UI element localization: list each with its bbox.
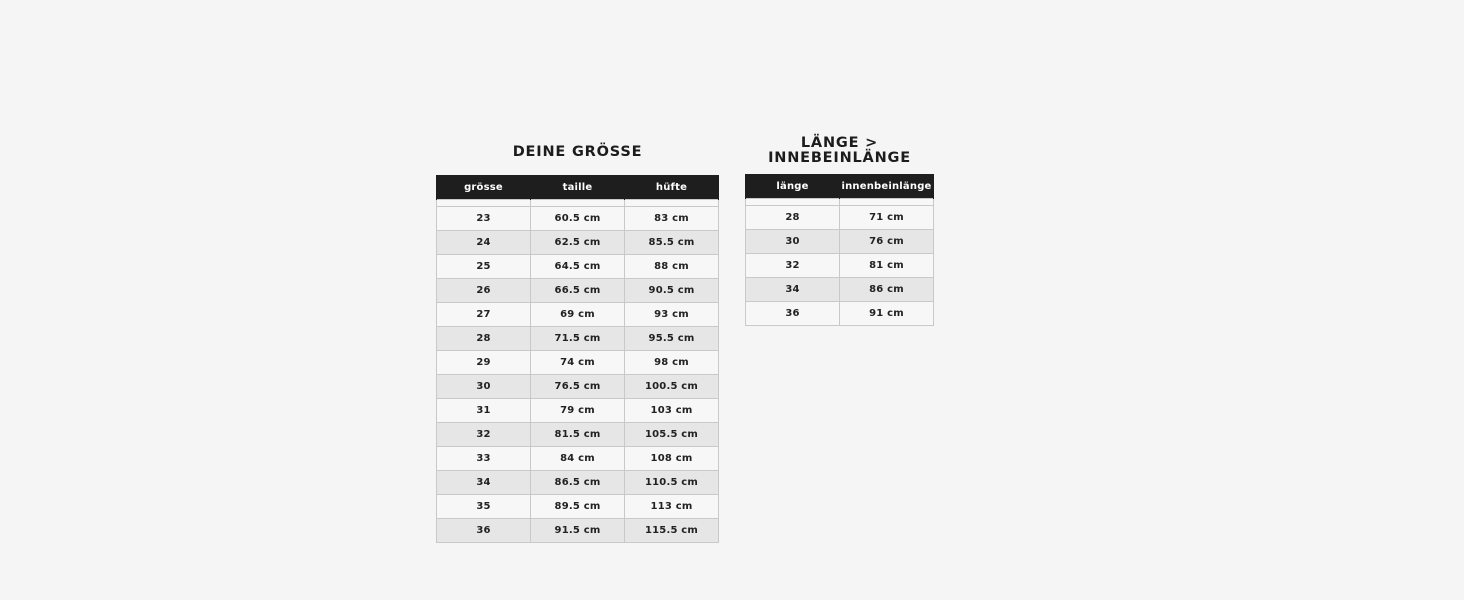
length-cell: 28 [746, 206, 840, 230]
hip-cell: 95.5 cm [625, 327, 719, 351]
size-chart-section [436, 128, 719, 543]
table-row [437, 519, 719, 543]
size-cell: 33 [437, 447, 531, 471]
length-chart-header-row [746, 174, 934, 199]
waist-cell: 81.5 cm [531, 423, 625, 447]
size-cell: 26 [437, 279, 531, 303]
waist-cell: 89.5 cm [531, 495, 625, 519]
size-chart-table [436, 175, 719, 543]
waist-cell: 69 cm [531, 303, 625, 327]
waist-cell: 79 cm [531, 399, 625, 423]
table-row [437, 255, 719, 279]
hip-cell: 90.5 cm [625, 279, 719, 303]
waist-cell: 62.5 cm [531, 231, 625, 255]
length-cell: 34 [746, 278, 840, 302]
column-header-laenge: länge [746, 174, 840, 199]
inseam-cell: 86 cm [840, 278, 934, 302]
column-header-innenbeinlaenge: innenbeinlänge [840, 174, 934, 199]
table-row [437, 447, 719, 471]
size-cell: 36 [437, 519, 531, 543]
inseam-cell: 91 cm [840, 302, 934, 326]
size-cell: 29 [437, 351, 531, 375]
table-row [437, 423, 719, 447]
size-chart-title: DEINE GRÖSSE [512, 143, 643, 160]
hip-cell: 98 cm [625, 351, 719, 375]
size-cell: 35 [437, 495, 531, 519]
waist-cell: 66.5 cm [531, 279, 625, 303]
hip-cell: 93 cm [625, 303, 719, 327]
table-row [746, 230, 934, 254]
size-cell: 25 [437, 255, 531, 279]
waist-cell: 91.5 cm [531, 519, 625, 543]
table-row [437, 207, 719, 231]
waist-cell: 74 cm [531, 351, 625, 375]
waist-cell: 86.5 cm [531, 471, 625, 495]
length-chart-table [745, 174, 934, 326]
table-row [437, 351, 719, 375]
table-row [746, 206, 934, 230]
size-cell: 34 [437, 471, 531, 495]
inseam-cell: 76 cm [840, 230, 934, 254]
table-row [437, 231, 719, 255]
inseam-cell: 81 cm [840, 254, 934, 278]
table-row [437, 375, 719, 399]
length-chart-section [745, 128, 934, 326]
table-row [437, 399, 719, 423]
waist-cell: 71.5 cm [531, 327, 625, 351]
waist-cell: 60.5 cm [531, 207, 625, 231]
size-cell: 32 [437, 423, 531, 447]
length-chart-title: LÄNGE > INNEBEINLÄNGE [768, 135, 911, 166]
hip-cell: 105.5 cm [625, 423, 719, 447]
table-row [437, 495, 719, 519]
size-chart-header-row [437, 175, 719, 200]
table-row [746, 278, 934, 302]
table-row [437, 303, 719, 327]
table-spacer-row [746, 199, 934, 206]
size-cell: 24 [437, 231, 531, 255]
table-row [746, 302, 934, 326]
hip-cell: 115.5 cm [625, 519, 719, 543]
spacer-cell [531, 200, 625, 207]
size-cell: 23 [437, 207, 531, 231]
column-header-groesse: grösse [437, 175, 531, 200]
hip-cell: 100.5 cm [625, 375, 719, 399]
length-cell: 32 [746, 254, 840, 278]
size-cell: 27 [437, 303, 531, 327]
waist-cell: 84 cm [531, 447, 625, 471]
length-cell: 30 [746, 230, 840, 254]
table-row [437, 327, 719, 351]
spacer-cell [625, 200, 719, 207]
hip-cell: 108 cm [625, 447, 719, 471]
size-cell: 28 [437, 327, 531, 351]
inseam-cell: 71 cm [840, 206, 934, 230]
table-row [437, 471, 719, 495]
waist-cell: 64.5 cm [531, 255, 625, 279]
hip-cell: 103 cm [625, 399, 719, 423]
size-cell: 31 [437, 399, 531, 423]
table-spacer-row [437, 200, 719, 207]
column-header-huefte: hüfte [625, 175, 719, 200]
spacer-cell [437, 200, 531, 207]
hip-cell: 85.5 cm [625, 231, 719, 255]
column-header-taille: taille [531, 175, 625, 200]
spacer-cell [840, 199, 934, 206]
hip-cell: 83 cm [625, 207, 719, 231]
size-cell: 30 [437, 375, 531, 399]
table-row [437, 279, 719, 303]
waist-cell: 76.5 cm [531, 375, 625, 399]
hip-cell: 113 cm [625, 495, 719, 519]
hip-cell: 110.5 cm [625, 471, 719, 495]
table-row [746, 254, 934, 278]
hip-cell: 88 cm [625, 255, 719, 279]
spacer-cell [746, 199, 840, 206]
length-cell: 36 [746, 302, 840, 326]
